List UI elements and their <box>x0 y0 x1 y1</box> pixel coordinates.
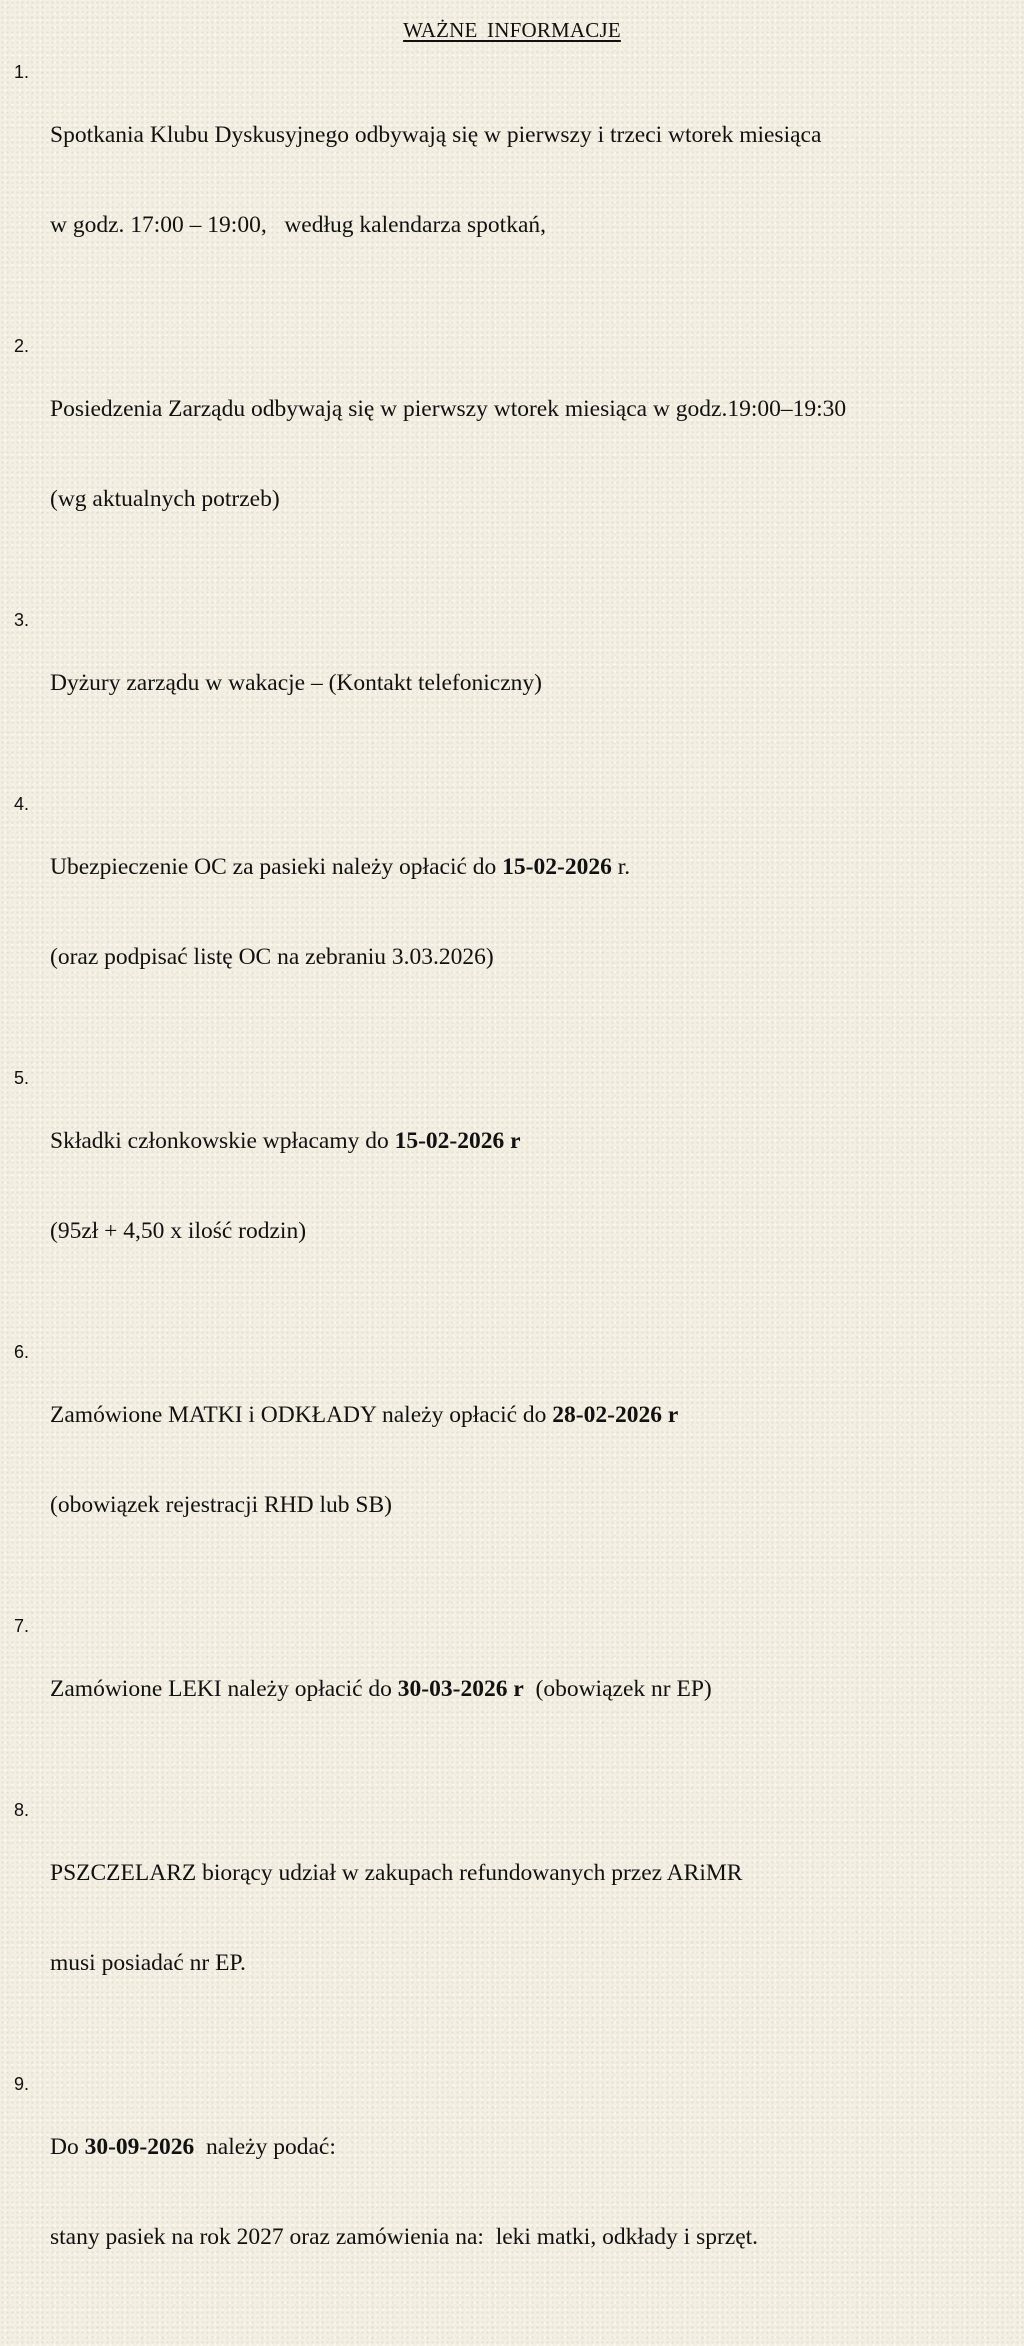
item-line-1: Spotkania Klubu Dyskusyjnego odbywają się w pierwszy i trzeci wtorek miesiąca <box>50 122 822 148</box>
item-text <box>50 1066 1010 1306</box>
item-line-1 <box>50 1126 1010 1156</box>
item-line-1: Dyżury zarządu w wakacje – (Kontakt telefoniczny) <box>50 670 542 696</box>
item-text <box>50 1340 1010 1580</box>
item-line-2: (obowiązek rejestracji RHD lub SB) <box>50 1492 392 1518</box>
due-date: 28-02-2026 r <box>552 1402 679 1428</box>
item-number: 4. <box>14 794 30 814</box>
list-item-5 <box>0 1066 1024 1306</box>
list-item-4 <box>0 792 1024 1032</box>
item-line-1: Posiedzenia Zarządu odbywają się w pierwszy wtorek miesiąca w godz.19:00–19:30 <box>50 396 847 422</box>
item-line-2: (wg aktualnych potrzeb) <box>50 486 280 512</box>
info-list <box>0 60 1024 2346</box>
item-text <box>50 1614 1010 1764</box>
item-text-segment: Zamówione LEKI należy opłacić do <box>50 1676 398 1702</box>
list-item-1 <box>0 60 1024 300</box>
item-line-1 <box>50 2132 1010 2162</box>
due-date: 15-02-2026 <box>502 854 612 880</box>
item-line-1 <box>50 852 1010 882</box>
item-line-2: (oraz podpisać listę OC na zebraniu 3.03.2026) <box>50 944 494 970</box>
item-line-2: musi posiadać nr EP. <box>50 1950 246 1976</box>
list-item-6 <box>0 1340 1024 1580</box>
item-text-segment: r. <box>611 854 631 880</box>
list-item-7 <box>0 1614 1024 1764</box>
item-number: 7. <box>14 1616 30 1636</box>
item-line-1: PSZCZELARZ biorący udział w zakupach refundowanych przez ARiMR <box>50 1860 743 1886</box>
item-text <box>50 608 1010 758</box>
item-number: 1. <box>14 62 30 82</box>
item-text-segment: Do <box>50 2134 85 2160</box>
item-text <box>50 2072 1010 2312</box>
item-text <box>50 792 1010 1032</box>
item-text-segment: (obowiązek nr EP) <box>523 1676 712 1702</box>
item-number: 5. <box>14 1068 30 1088</box>
item-text-segment: Składki członkowskie wpłacamy do <box>50 1128 395 1154</box>
item-number: 2. <box>14 336 30 356</box>
item-line-2: w godz. 17:00 – 19:00, według kalendarza spotkań, <box>50 212 547 238</box>
item-line-2: (95zł + 4,50 x ilość rodzin) <box>50 1218 307 1244</box>
item-text-segment: Zamówione MATKI i ODKŁADY należy opłacić do <box>50 1402 553 1428</box>
item-number: 3. <box>14 610 30 630</box>
item-line-1 <box>50 1674 1010 1704</box>
item-text-segment: należy podać: <box>194 2134 336 2160</box>
due-date: 15-02-2026 r <box>394 1128 521 1154</box>
list-item-3 <box>0 608 1024 758</box>
item-line-2: stany pasiek na rok 2027 oraz zamówienia na: leki matki, odkłady i sprzęt. <box>50 2224 759 2250</box>
item-text <box>50 1798 1010 2038</box>
item-number: 8. <box>14 1800 30 1820</box>
page-title: WAŻNE INFORMACJE <box>403 18 621 42</box>
list-item-2 <box>0 334 1024 574</box>
due-date: 30-09-2026 <box>84 2134 195 2160</box>
item-text <box>50 334 1010 574</box>
list-item-9 <box>0 2072 1024 2312</box>
list-item-8 <box>0 1798 1024 2038</box>
due-date: 30-03-2026 r <box>397 1676 524 1702</box>
item-text <box>50 60 1010 300</box>
item-line-1 <box>50 1400 1010 1430</box>
item-text-segment: Ubezpieczenie OC za pasieki należy opłacić do <box>50 854 503 880</box>
item-number: 9. <box>14 2074 30 2094</box>
item-number: 6. <box>14 1342 30 1362</box>
